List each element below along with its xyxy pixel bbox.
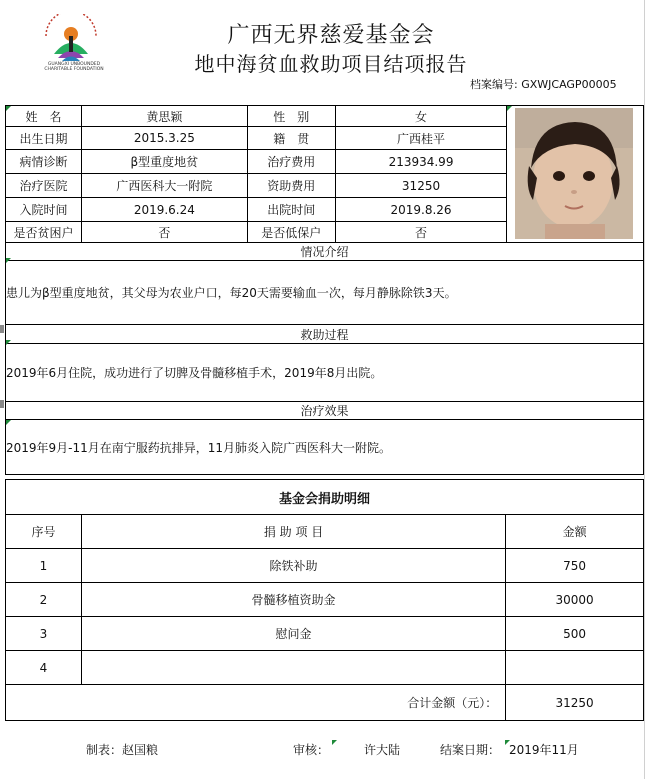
admit-label: 入院时间 bbox=[6, 198, 82, 222]
cell-marker-icon bbox=[6, 106, 11, 111]
row-amount: 750 bbox=[506, 549, 644, 583]
row-resize-handle[interactable] bbox=[0, 400, 4, 408]
report-title: 地中海贫血救助项目结项报告 bbox=[194, 52, 468, 76]
archive-label: 档案编号: bbox=[470, 78, 518, 91]
row-item: 除铁补助 bbox=[81, 549, 505, 583]
total-value[interactable]: 31250 bbox=[506, 685, 644, 721]
cost-label: 治疗费用 bbox=[247, 150, 335, 174]
donation-title: 基金会捐助明细 bbox=[6, 480, 644, 515]
admit-value[interactable]: 2019.6.24 bbox=[81, 198, 247, 222]
birth-label: 出生日期 bbox=[6, 127, 82, 150]
process-text[interactable]: 2019年6月住院，成功进行了切脾及骨髓移植手术，2019年8月出院。 bbox=[6, 344, 644, 402]
row-item: 骨髓移植资助金 bbox=[81, 583, 505, 617]
aid-value[interactable]: 31250 bbox=[335, 174, 507, 198]
lowincome-value[interactable]: 否 bbox=[335, 222, 507, 243]
row-no: 1 bbox=[6, 549, 82, 583]
origin-value[interactable]: 广西桂平 bbox=[335, 127, 507, 150]
effect-title: 治疗效果 bbox=[6, 402, 644, 420]
donation-table bbox=[5, 479, 644, 721]
poor-label: 是否贫困户 bbox=[6, 222, 82, 243]
sheet-gridline bbox=[644, 0, 645, 779]
cell-marker-icon bbox=[6, 340, 11, 345]
col-item-header: 捐 助 项 目 bbox=[81, 515, 505, 549]
discharge-value[interactable]: 2019.8.26 bbox=[335, 198, 507, 222]
total-label: 合计金额（元）： bbox=[81, 685, 505, 721]
col-amount-header: 金额 bbox=[506, 515, 644, 549]
row-amount: 30000 bbox=[506, 583, 644, 617]
poor-value[interactable]: 否 bbox=[81, 222, 247, 243]
table-row[interactable] bbox=[6, 651, 644, 685]
org-title: 广西无界慈爱基金会 bbox=[227, 23, 435, 48]
hospital-label: 治疗医院 bbox=[6, 174, 82, 198]
table-row[interactable] bbox=[6, 583, 644, 617]
aid-label: 资助费用 bbox=[247, 174, 335, 198]
row-no: 4 bbox=[6, 651, 82, 685]
total-spacer bbox=[6, 685, 82, 721]
origin-label: 籍 贯 bbox=[247, 127, 335, 150]
archive-number bbox=[470, 76, 617, 92]
hospital-value[interactable]: 广西医科大一附院 bbox=[81, 174, 247, 198]
situation-text[interactable]: 患儿为β型重度地贫，其父母为农业户口，每20天需要输血一次，每月静脉除铁3天。 bbox=[6, 261, 644, 325]
row-item bbox=[81, 651, 505, 685]
cell-marker-icon bbox=[6, 258, 11, 263]
name-value[interactable]: 黄思颖 bbox=[81, 106, 247, 127]
close-date-value: 2019年11月 bbox=[509, 743, 579, 757]
name-label: 姓 名 bbox=[6, 106, 82, 127]
gender-label: 性 别 bbox=[247, 106, 335, 127]
cell-marker-icon bbox=[6, 420, 11, 425]
table-row[interactable] bbox=[6, 549, 644, 583]
cell-marker-icon bbox=[507, 106, 512, 111]
gender-value[interactable]: 女 bbox=[335, 106, 507, 127]
row-amount: 500 bbox=[506, 617, 644, 651]
logo-caption: GUANGXI UNBOUNDED CHARITABLE FOUNDATION bbox=[44, 62, 104, 72]
maker: 制表：赵国粮 bbox=[86, 743, 159, 757]
close-date-label: 结案日期： bbox=[440, 743, 501, 757]
birth-value[interactable]: 2015.3.25 bbox=[81, 127, 247, 150]
row-no: 3 bbox=[6, 617, 82, 651]
row-resize-handle[interactable] bbox=[0, 325, 4, 333]
discharge-label: 出院时间 bbox=[247, 198, 335, 222]
patient-photo bbox=[515, 108, 633, 239]
situation-title: 情况介绍 bbox=[6, 243, 644, 261]
diagnosis-value[interactable]: β型重度地贫 bbox=[81, 150, 247, 174]
col-no-header: 序号 bbox=[6, 515, 82, 549]
lowincome-label: 是否低保户 bbox=[247, 222, 335, 243]
row-no: 2 bbox=[6, 583, 82, 617]
reviewer-label: 审核： bbox=[293, 743, 330, 757]
archive-value: GXWJCAGP00005 bbox=[521, 78, 617, 91]
process-title: 救助过程 bbox=[6, 325, 644, 344]
cell-marker-icon bbox=[332, 740, 337, 745]
cell-marker-icon bbox=[505, 740, 510, 745]
row-item: 慰问金 bbox=[81, 617, 505, 651]
reviewer-name: 许大陆 bbox=[364, 743, 401, 757]
row-amount bbox=[506, 651, 644, 685]
cost-value[interactable]: 213934.99 bbox=[335, 150, 507, 174]
diagnosis-label: 病情诊断 bbox=[6, 150, 82, 174]
table-row[interactable] bbox=[6, 617, 644, 651]
effect-text[interactable]: 2019年9月-11月在南宁服药抗排异，11月肺炎入院广西医科大一附院。 bbox=[6, 420, 644, 475]
